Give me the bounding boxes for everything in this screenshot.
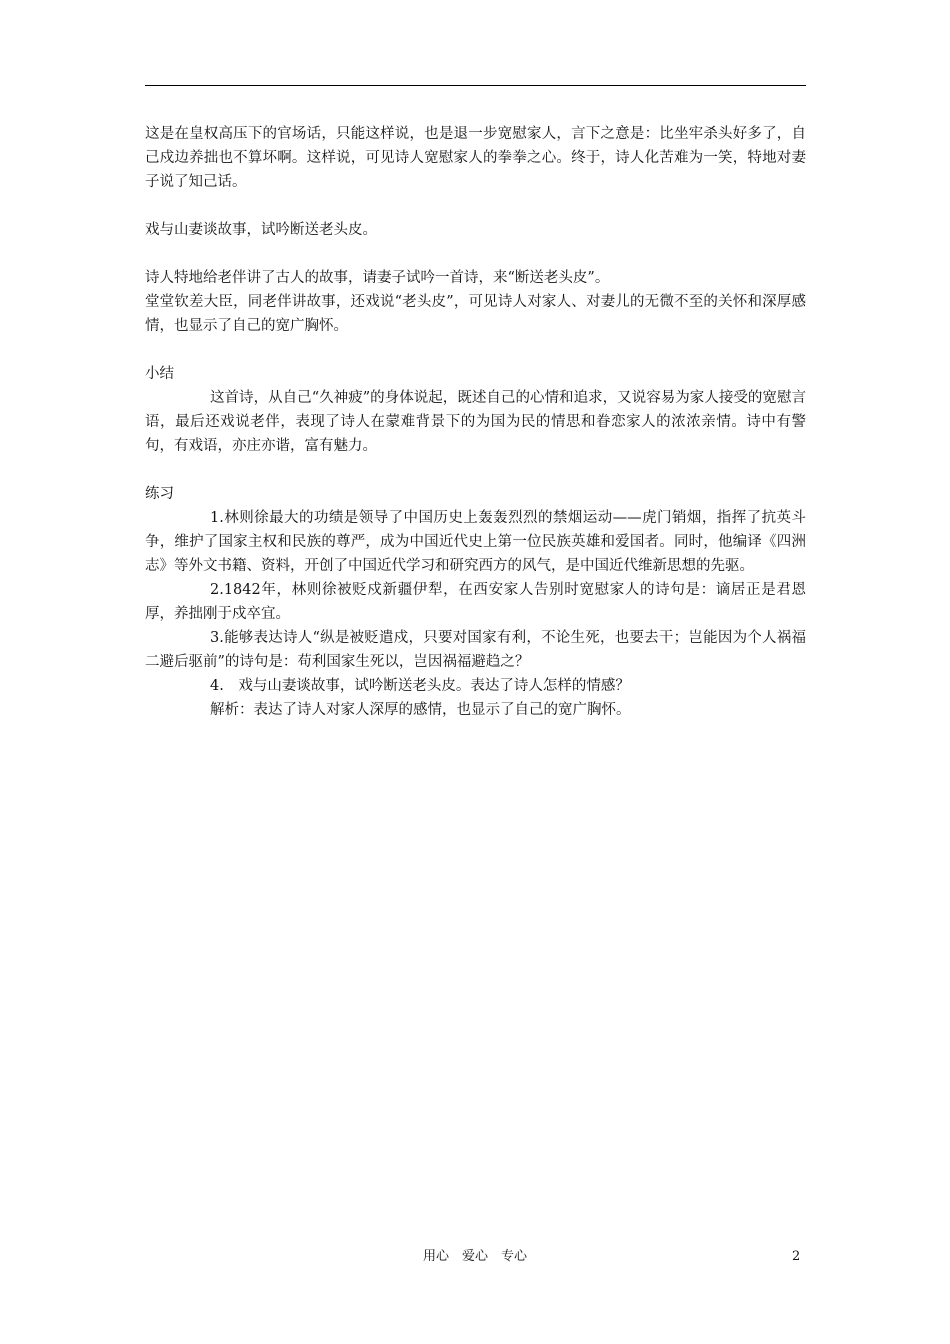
exercise-item: 4. 戏与山妻谈故事，试吟断送老头皮。表达了诗人怎样的情感？ <box>210 678 630 694</box>
spacer <box>145 194 806 218</box>
quote-line: 戏与山妻谈故事，试吟断送老头皮。 <box>145 222 377 238</box>
summary-text: 这首诗，从自己“久神疲”的身体说起，既述自己的心情和追求，又说容易为家人接受的宽慰言语，最后还戏说老伴，表现了诗人在蒙难背景下的为国为民的情思和眷恋家人的浓浓亲情。诗中有警句，有戏语，亦庄亦谐，富有魅力。 <box>145 390 806 454</box>
exercise-item: 3.能够表达诗人“纵是被贬遣戍，只要对国家有利，不论生死，也要去干；岂能因为个人祸福二避后驱前”的诗句是：苟利国家生死以，岂因祸福避趋之？ <box>145 630 806 670</box>
footer-motto: 用心 爱心 专心 <box>422 1249 527 1264</box>
spacer <box>145 338 806 362</box>
document-body <box>145 122 806 722</box>
exercise-answer: 解析：表达了诗人对家人深厚的感情，也显示了自己的宽广胸怀。 <box>210 702 631 718</box>
spacer <box>145 458 806 482</box>
exercise-heading: 练习 <box>145 486 174 502</box>
page-number: 2 <box>792 1249 801 1264</box>
paragraph-2: 诗人特地给老伴讲了古人的故事，请妻子试吟一首诗，来“断送老头皮”。 <box>145 270 610 286</box>
exercise-item: 2.1842年，林则徐被贬戍新疆伊犁，在西安家人告别时宽慰家人的诗句是：谪居正是君恩厚，养拙刚于戍卒宜。 <box>145 582 806 622</box>
paragraph-3: 堂堂钦差大臣，同老伴讲故事，还戏说“老头皮”，可见诗人对家人、对妻儿的无微不至的关怀和深厚感情，也显示了自己的宽广胸怀。 <box>145 294 806 334</box>
paragraph-1: 这是在皇权高压下的官场话，只能这样说，也是退一步宽慰家人，言下之意是：比坐牢杀头好多了，自己戍边养拙也不算坏啊。这样说，可见诗人宽慰家人的拳拳之心。终于，诗人化苦难为一笑，特地对妻子说了知己话。 <box>145 126 806 190</box>
summary-heading: 小结 <box>145 366 174 382</box>
exercise-item: 1.林则徐最大的功绩是领导了中国历史上轰轰烈烈的禁烟运动——虎门销烟，指挥了抗英斗争，维护了国家主权和民族的尊严，成为中国近代史上第一位民族英雄和爱国者。同时，他编译《四洲志》等外文书籍、资料，开创了中国近代学习和研究西方的风气，是中国近代维新思想的先驱。 <box>145 510 806 574</box>
header-rule <box>145 85 806 86</box>
spacer <box>145 242 806 266</box>
